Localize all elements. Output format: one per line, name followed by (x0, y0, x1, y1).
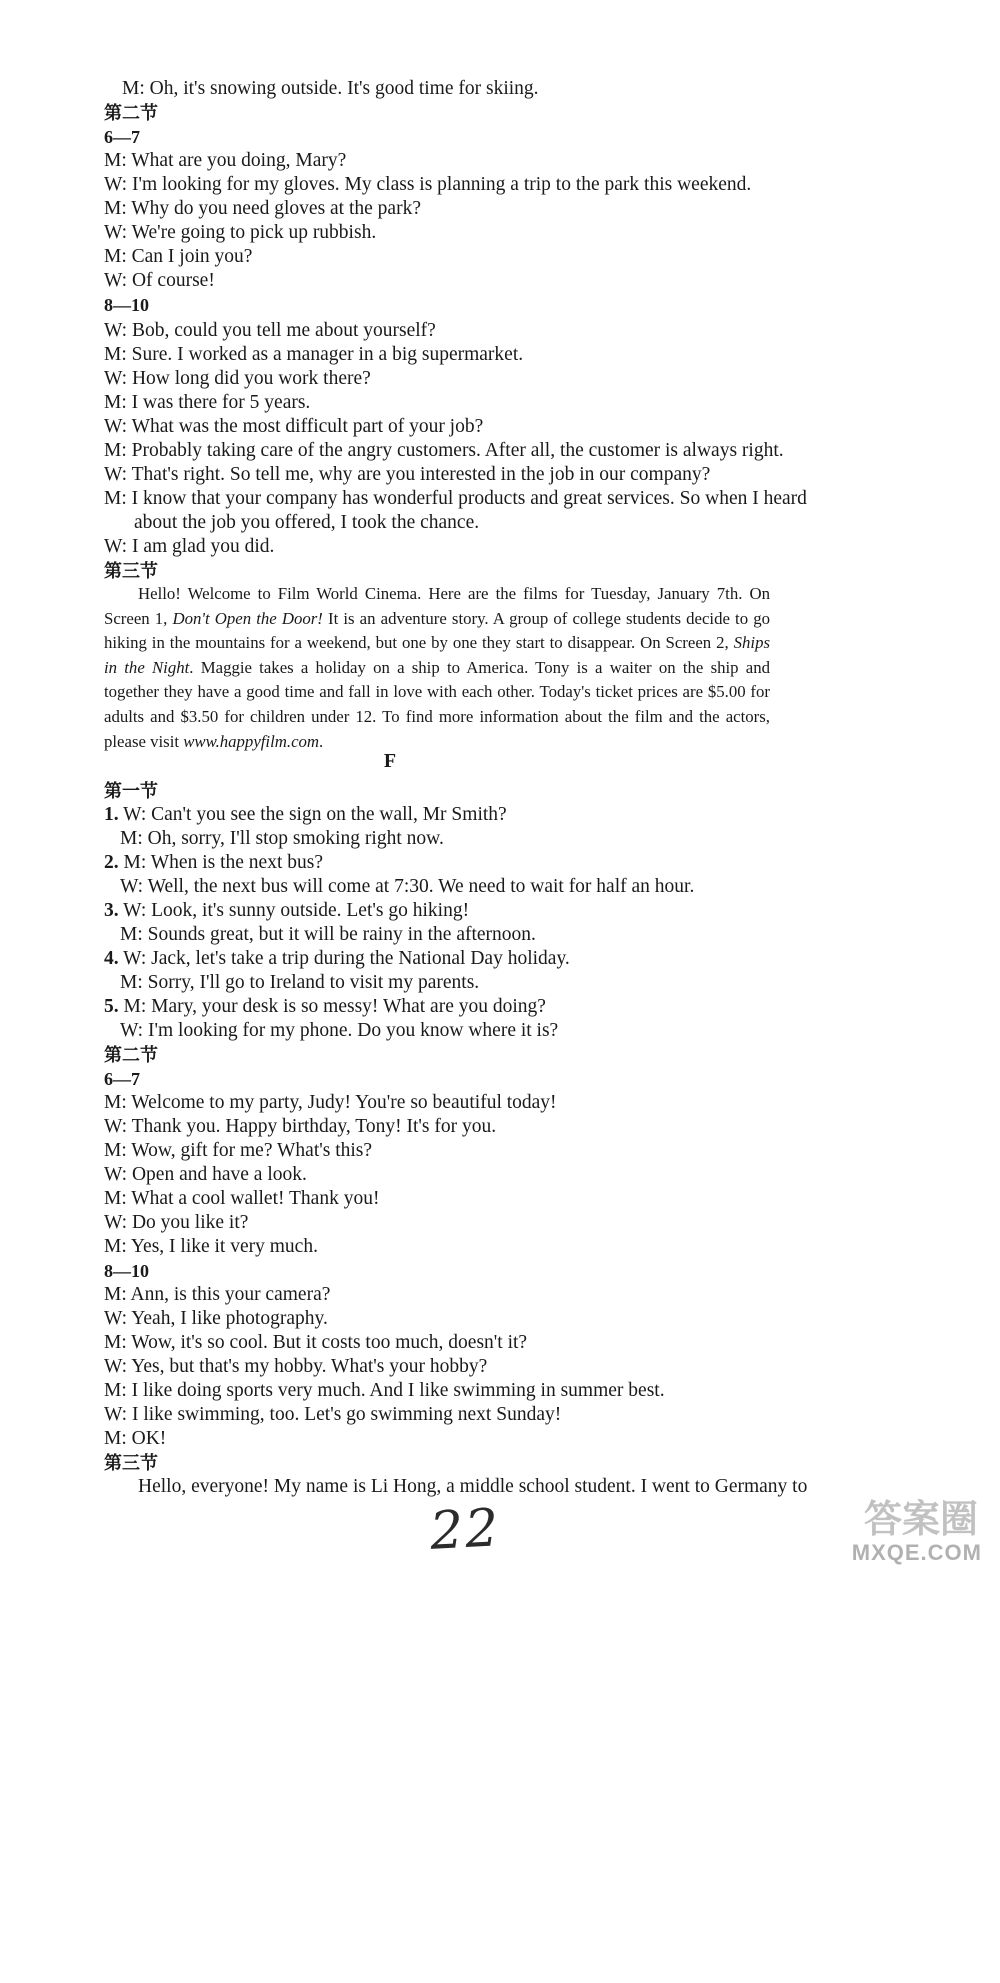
section-heading: 第三节 (104, 561, 158, 581)
watermark-logo-icon: 答案圈 (863, 1499, 978, 1541)
dialog-line: M: Welcome to my party, Judy! You're so beautiful today! (104, 1092, 557, 1113)
passage-text: . (319, 731, 324, 751)
dialog-line: W: Bob, could you tell me about yourself? (104, 320, 436, 341)
question-range: 6—7 (104, 1069, 140, 1089)
dialog-line: M: Probably taking care of the angry customers. After all, the customer is always right. (104, 440, 784, 461)
dialog-line: M: Oh, sorry, I'll stop smoking right now. (120, 828, 444, 849)
dialog-line: W: Yeah, I like photography. (104, 1308, 328, 1329)
film-title: Ships in the Night (104, 633, 770, 677)
dialog-line: M: Oh, it's snowing outside. It's good time for skiing. (122, 78, 539, 99)
dialog-line: M: Why do you need gloves at the park? (104, 198, 421, 219)
dialog-line: W: We're going to pick up rubbish. (104, 222, 377, 243)
section-heading: 第二节 (104, 103, 158, 123)
handwritten-page-number: 22 (428, 1498, 502, 1562)
dialog-line: W: That's right. So tell me, why are you interested in the job in our company? (104, 464, 711, 485)
site-watermark (792, 1488, 982, 1566)
dialog-line: W: Well, the next bus will come at 7:30. We need to wait for half an hour. (120, 876, 695, 897)
dialog-line: M: Sorry, I'll go to Ireland to visit my parents. (120, 972, 480, 993)
listening-passage (104, 582, 770, 754)
dialog-line: M: Can I join you? (104, 246, 253, 267)
passage-start-line: Hello, everyone! My name is Li Hong, a middle school student. I went to Germany to (138, 1476, 808, 1497)
dialog-line: W: Yes, but that's my hobby. What's your hobby? (104, 1356, 488, 1377)
question-range: 8—10 (104, 295, 149, 315)
question-number: 1. (104, 804, 119, 825)
dialog-line: W: Of course! (104, 270, 215, 291)
dialog-line: M: Wow, gift for me? What's this? (104, 1140, 373, 1161)
dialog-line: M: What are you doing, Mary? (104, 150, 347, 171)
dialog-line: M: Ann, is this your camera? (104, 1284, 331, 1305)
dialog-line: W: I like swimming, too. Let's go swimming next Sunday! (104, 1404, 562, 1425)
website-url: www.happyfilm.com (183, 731, 320, 751)
dialog-line: M: Sure. I worked as a manager in a big supermarket. (104, 344, 524, 365)
section-letter-title: F (383, 750, 397, 772)
section-heading: 第三节 (104, 1453, 158, 1473)
dialog-line: W: Do you like it? (104, 1212, 249, 1233)
dialog-line: W: What was the most difficult part of your job? (104, 416, 484, 437)
film-title: Don't Open the Door! (172, 608, 323, 628)
dialog-line: M: Sounds great, but it will be rainy in the afternoon. (120, 924, 536, 945)
passage-text: . Maggie takes a holiday on a ship to America. Tony is a waiter on the ship and together they have a good time and fall in love with each other. Today's ticket prices are $5.00 for adults and $3.50 for children under 12. To find more information about the film and the actors, please visit (104, 657, 770, 751)
dialog-line: M: I like doing sports very much. And I like swimming in summer best. (104, 1380, 665, 1401)
question-range: 8—10 (104, 1261, 149, 1281)
dialog-line: W: Thank you. Happy birthday, Tony! It's for you. (104, 1116, 497, 1137)
dialog-line-continued: about the job you offered, I took the chance. (134, 512, 480, 533)
dialog-line: W: Can't you see the sign on the wall, Mr Smith? (123, 804, 507, 825)
dialog-line: M: OK! (104, 1428, 167, 1449)
passage-text: Hello! Welcome to Film World Cinema. Here are the films for Tuesday, January 7th. On Screen 1, (104, 584, 770, 628)
dialog-line: M: Wow, it's so cool. But it costs too much, doesn't it? (104, 1332, 528, 1353)
dialog-line: M: What a cool wallet! Thank you! (104, 1188, 380, 1209)
section-heading: 第一节 (104, 781, 158, 801)
dialog-line: W: I'm looking for my phone. Do you know where it is? (120, 1020, 559, 1041)
question-number: 5. (104, 996, 119, 1017)
dialog-line: W: I'm looking for my gloves. My class is planning a trip to the park this weekend. (104, 174, 752, 195)
question-range: 6—7 (104, 127, 140, 147)
question-number: 3. (104, 900, 119, 921)
passage-text: It is an adventure story. A group of college students decide to go hiking in the mountains for a weekend, but one by one they start to disappear. On Screen 2, (104, 608, 771, 653)
section-heading: 第二节 (104, 1045, 158, 1065)
dialog-line: M: When is the next bus? (123, 852, 323, 873)
dialog-line: M: Yes, I like it very much. (104, 1236, 318, 1257)
dialog-line: W: I am glad you did. (104, 536, 275, 557)
watermark-text: MXQE.COM (851, 1540, 982, 1565)
dialog-line: M: I was there for 5 years. (104, 392, 311, 413)
dialog-line: W: Open and have a look. (104, 1164, 307, 1185)
dialog-line: W: Jack, let's take a trip during the National Day holiday. (123, 948, 570, 969)
dialog-line: M: I know that your company has wonderful products and great services. So when I heard (104, 488, 807, 509)
dialog-line: W: Look, it's sunny outside. Let's go hiking! (123, 900, 470, 921)
question-number: 4. (104, 948, 119, 969)
dialog-line: W: How long did you work there? (104, 368, 371, 389)
dialog-line: M: Mary, your desk is so messy! What are you doing? (123, 996, 546, 1017)
question-number: 2. (104, 852, 119, 873)
